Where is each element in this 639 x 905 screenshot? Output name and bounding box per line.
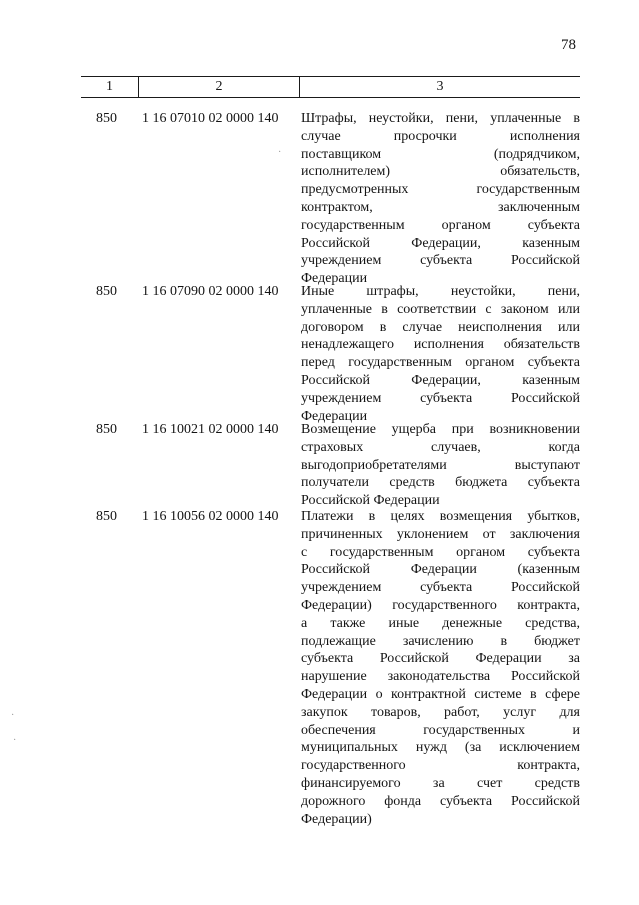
admin-code: 850 — [96, 509, 117, 524]
table-header — [81, 76, 580, 98]
description-line: Федерации) государственного контракта, — [301, 597, 580, 613]
header-col-3: 3 — [436, 79, 444, 94]
description-line: нарушение законодательства Российской — [301, 669, 580, 685]
description-line: Иные штрафы, неустойки, пени, — [301, 284, 580, 299]
description-line: ненадлежащего исполнения обязательств — [301, 337, 580, 353]
description-line: Федерации — [301, 408, 368, 424]
description-line: учреждением субъекта Российской — [301, 390, 580, 406]
revenue-code: 1 16 10056 02 0000 140 — [142, 509, 279, 524]
description-line: Российской Федерации, казенным — [301, 372, 580, 388]
description-line: учреждением субъекта Российской — [301, 580, 580, 596]
description-line: Возмещение ущерба при возникновении — [301, 422, 580, 437]
description-line: закупок товаров, работ, услуг для — [301, 704, 580, 720]
description-line: финансируемого за счет средств — [301, 775, 580, 791]
description-line: Штрафы, неустойки, пени, уплаченные в — [301, 111, 580, 126]
description-line: государственного контракта, — [301, 758, 580, 774]
admin-code: 850 — [96, 422, 117, 437]
description-line: договором в случае неисполнения или — [301, 319, 580, 335]
header-col-2: 2 — [215, 79, 223, 94]
revenue-description — [301, 110, 580, 288]
description-line: учреждением субъекта Российской — [301, 253, 580, 269]
description-line: уплаченные в соответствии с законом или — [301, 301, 580, 317]
description-line: исполнителем) обязательств, — [301, 164, 580, 180]
description-line: Федерации) — [301, 811, 372, 827]
description-line: Федерации о контрактной системе в сфере — [301, 686, 580, 702]
scan-speck: · — [278, 147, 282, 158]
description-line: Платежи в целях возмещения убытков, — [301, 509, 580, 524]
header-col-1: 1 — [106, 79, 113, 94]
description-line: муниципальных нужд (за исключением — [301, 740, 580, 756]
description-line: предусмотренных государственным — [301, 182, 580, 198]
description-line: страховых случаев, когда — [301, 439, 580, 455]
description-line: государственным органом субъекта — [301, 217, 580, 233]
admin-code: 850 — [96, 284, 117, 299]
description-line: контрактом, заключенным — [301, 199, 580, 215]
revenue-description — [301, 283, 580, 425]
description-line: перед государственным органом субъекта — [301, 355, 580, 371]
admin-code: 850 — [96, 111, 117, 126]
revenue-description — [301, 421, 580, 510]
page-number: 78 — [561, 37, 576, 53]
description-line: Российской Федерации — [301, 493, 440, 509]
description-line: случае просрочки исполнения — [301, 128, 580, 144]
description-line: субъекта Российской Федерации за — [301, 651, 580, 667]
description-line: с государственным органом субъекта — [301, 544, 580, 560]
description-line: подлежащие зачислению в бюджет — [301, 633, 580, 649]
revenue-code: 1 16 07090 02 0000 140 — [142, 284, 279, 299]
description-line: дорожного фонда субъекта Российской — [301, 793, 580, 809]
scan-speck: · — [11, 710, 15, 721]
description-line: поставщиком (подрядчиком, — [301, 146, 580, 162]
description-line: причиненных уклонением от заключения — [301, 526, 580, 542]
description-line: обеспечения государственных и — [301, 722, 580, 738]
description-line: Российской Федерации (казенным — [301, 562, 580, 578]
revenue-code: 1 16 07010 02 0000 140 — [142, 111, 279, 126]
scan-speck: · — [13, 735, 17, 746]
revenue-description — [301, 508, 580, 828]
description-line: Российской Федерации, казенным — [301, 235, 580, 251]
description-line: а также иные денежные средства, — [301, 615, 580, 631]
revenue-code: 1 16 10021 02 0000 140 — [142, 422, 279, 437]
description-line: получатели средств бюджета субъекта — [301, 475, 580, 491]
description-line: выгодоприобретателями выступают — [301, 457, 580, 473]
description-line: Федерации — [301, 271, 368, 287]
